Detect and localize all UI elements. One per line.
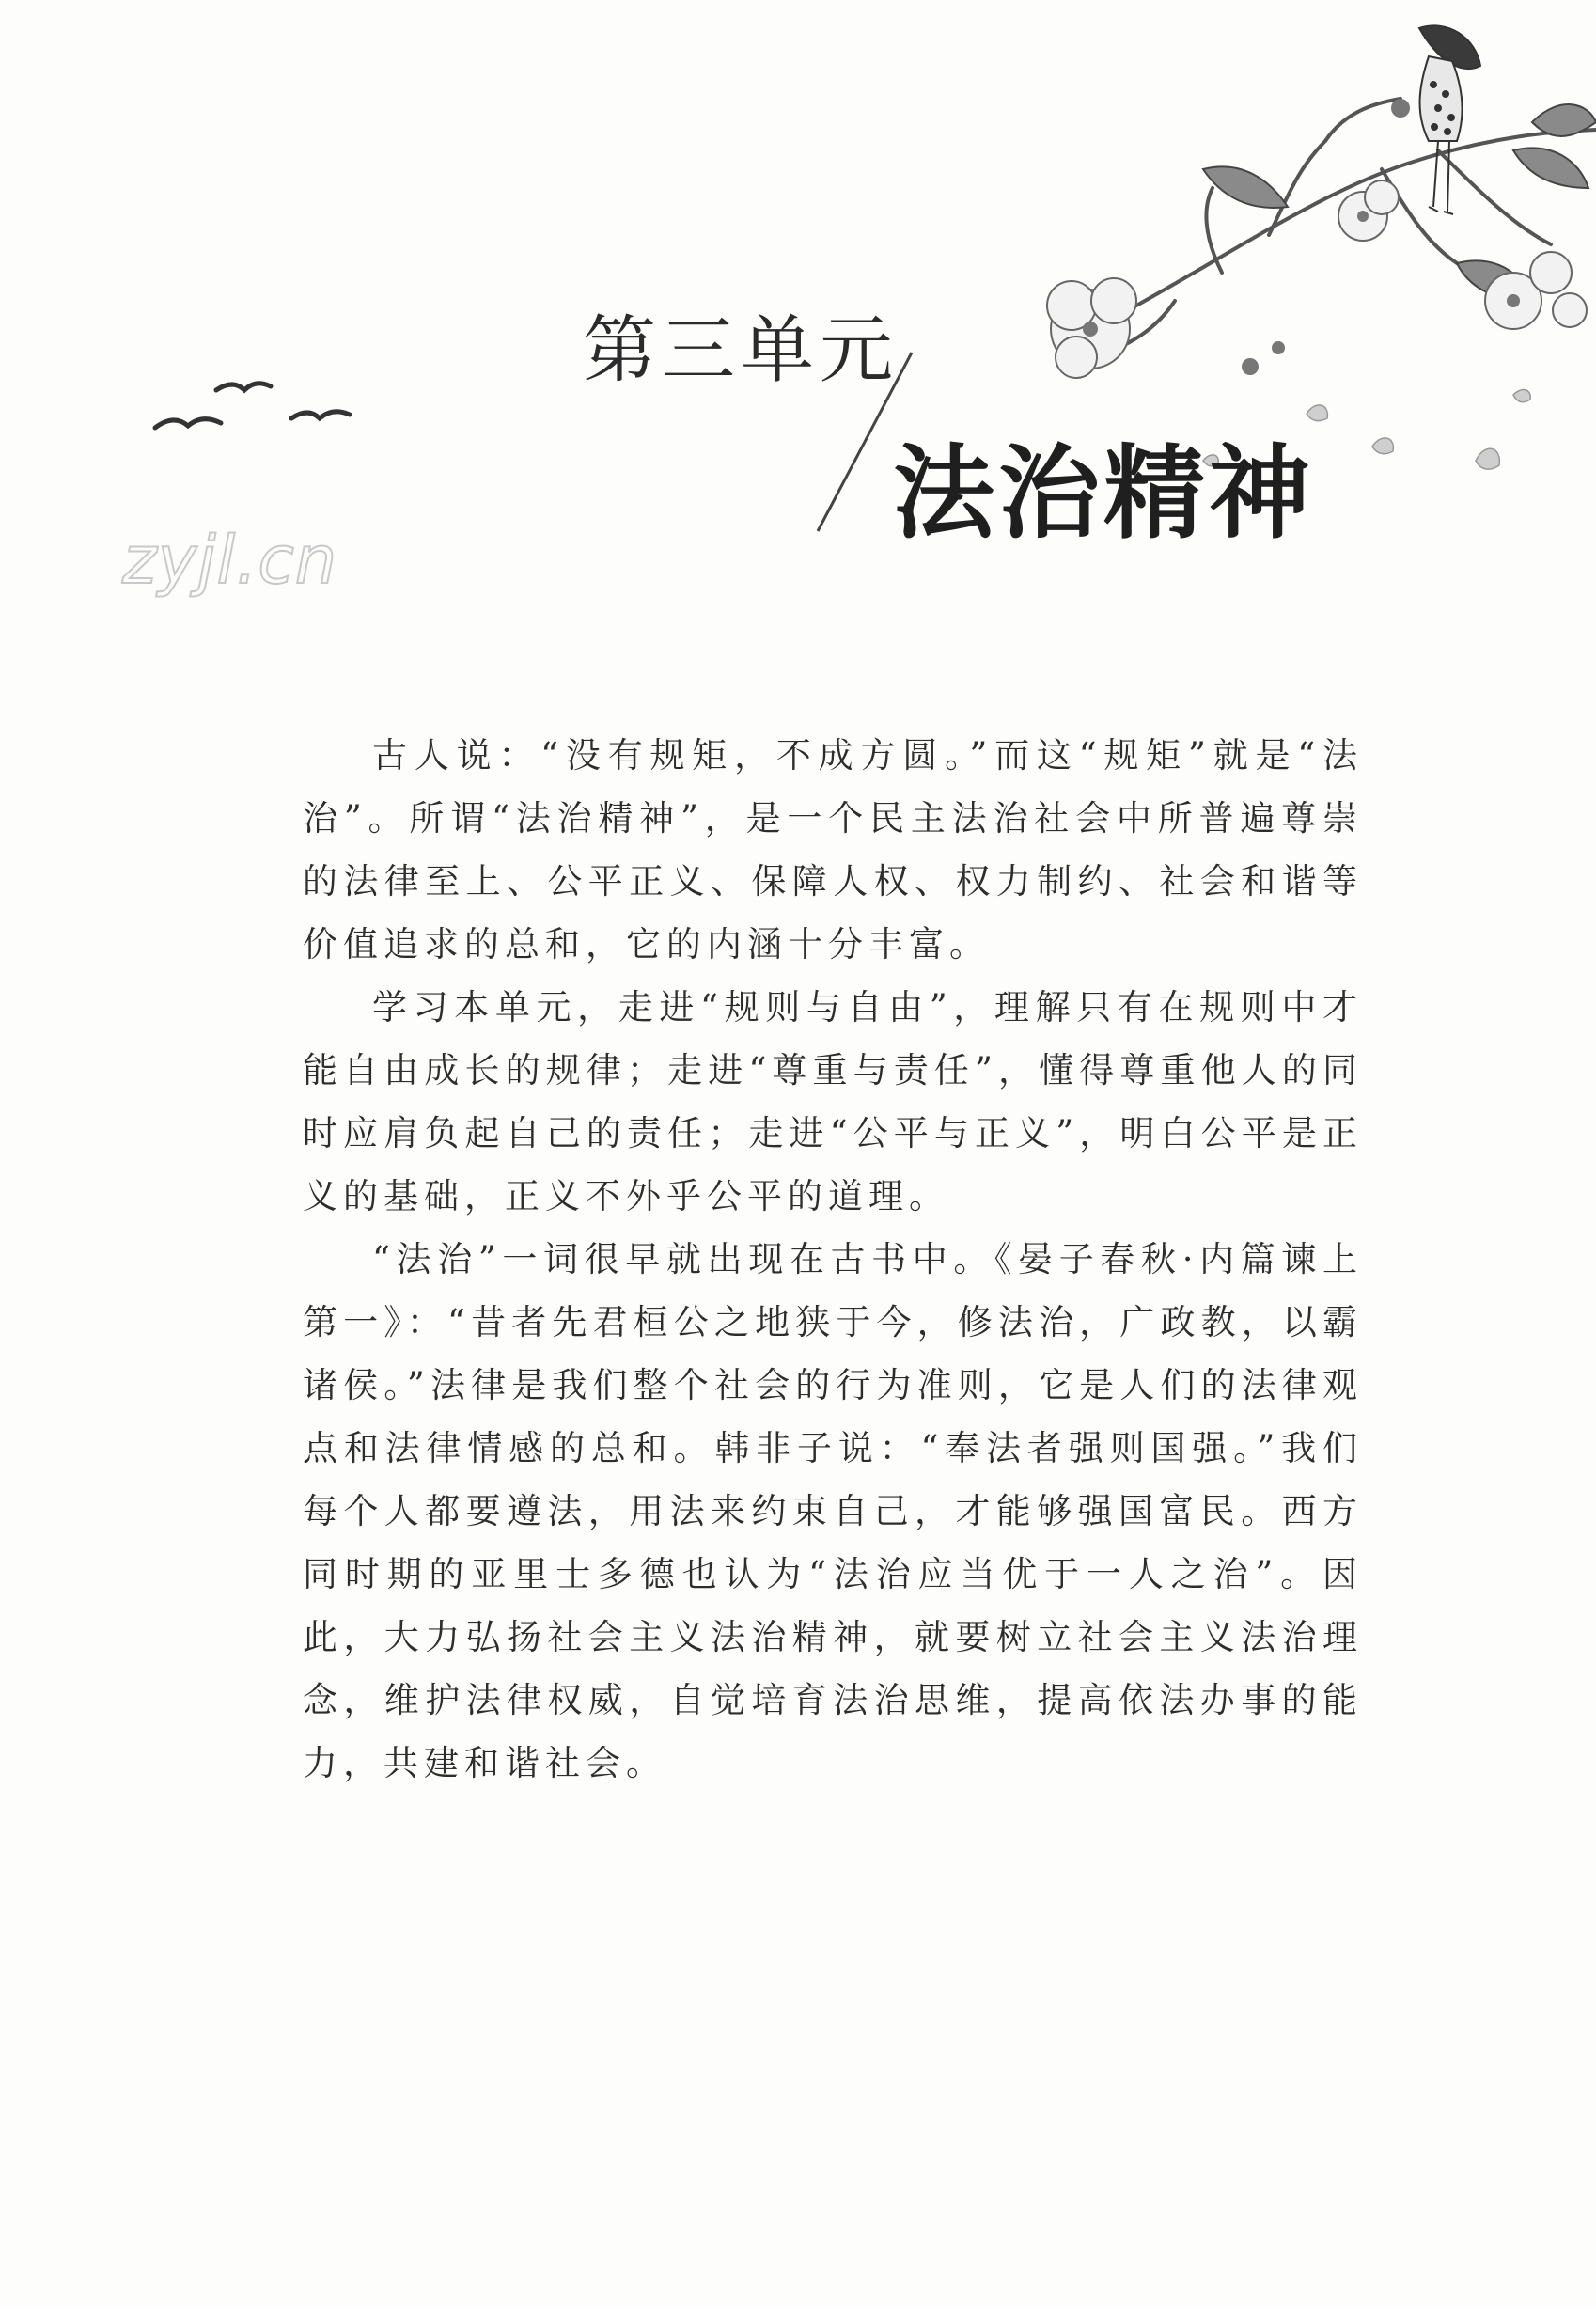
paragraph-3: “法治”一词很早就出现在古书中。《晏子春秋·内篇谏上第一》：“昔者先君桓公之地狭于今，修法治，广政教，以霸诸侯。”法律是我们整个社会的行为准则，它是人们的法律观点和法律情感的总和。韩非子说：“奉法者强则国强。”我们每个人都要遵法，用法来约束自己，才能够强国富民。西方同时期的亚里士多德也认为“法治应当优于一人之治”。因此，大力弘扬社会主义法治精神，就要树立社会主义法治理念，维护法律权威，自觉培育法治思维，提高依法办事的能力，共建和谐社会。 [303,1239,1363,1783]
flying-birds-icon [150,371,357,447]
watermark: zyjl.cn [122,522,338,599]
unit-title: 法治精神 [893,434,1315,553]
paragraph-2: 学习本单元，走进“规则与自由”，理解只有在规则中才能自由成长的规律；走进“尊重与责任”，懂得尊重他人的同时应肩负起自己的责任；走进“公平与正义”，明白公平是正义的基础，正义不外乎公平的道理。 [303,987,1363,1216]
paragraph-1: 古人说：“没有规矩，不成方圆。”而这“规矩”就是“法治”。所谓“法治精神”，是一个民主法治社会中所普遍尊崇的法律至上、公平正义、保障人权、权力制约、社会和谐等价值追求的总和，它的内涵十分丰富。 [303,735,1363,965]
unit-number-label: 第三单元 [583,308,900,393]
intro-body [303,724,1363,1795]
